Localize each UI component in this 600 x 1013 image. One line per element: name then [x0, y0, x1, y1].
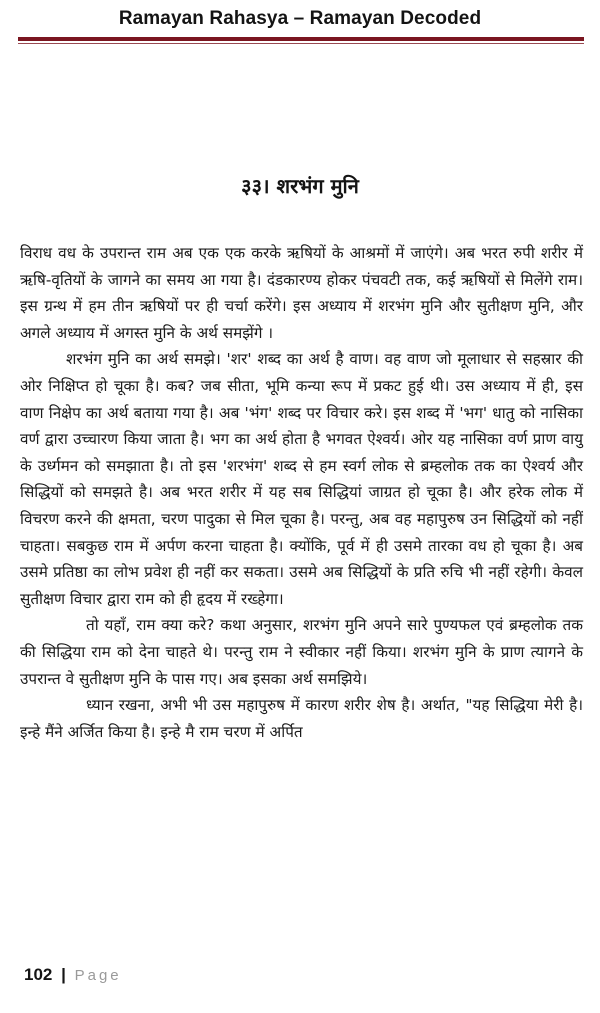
header-rule-thin: [18, 43, 584, 44]
footer-separator: |: [61, 965, 66, 984]
paragraph: विराध वध के उपरान्त राम अब एक एक करके ऋषियों के आश्रमों में जाएंगे। अब भरत रुपी शरीर में ऋषि-वृतियों के जागने का समय आ गया है। दंडकारण्य होकर पंचवटी तक, कई ऋषियों से मिलेंगे राम। इस ग्रन्थ में हम तीन ऋषियों पर ही चर्चा करेंगे। इस अध्याय में शरभंग मुनि और सुतीक्षण मुनि, और अगले अध्याय में अगस्त मुनि के अर्थ समझेंगे ।: [20, 244, 583, 342]
page-label: Page: [74, 967, 122, 984]
paragraph: तो यहाँ, राम क्या करे? कथा अनुसार, शरभंग मुनि अपने सारे पुण्यफल एवं ब्रम्हलोक तक की सिद्धिया राम को देना चाहते थे। परन्तु राम ने स्वीकार नहीं किया। शरभंग मुनि के प्राण त्यागने के उपरान्त वे सुतीक्षण मुनि के पास गए। अब इसका अर्थ समझिये।: [20, 616, 583, 688]
running-header: Ramayan Rahasya – Ramayan Decoded: [118, 8, 482, 29]
paragraph: ध्यान रखना, अभी भी उस महापुरुष में कारण शरीर शेष है। अर्थात, "यह सिद्धिया मेरी है। इन्हे मैंने अर्जित किया है। इन्हे मै राम चरण में अर्पित: [20, 696, 583, 741]
paragraph: शरभंग मुनि का अर्थ समझे। 'शर' शब्द का अर्थ है वाण। वह वाण जो मूलाधार से सहस्रार की ओर निक्षिप्त हो चूका है। कब? जब सीता, भूमि कन्या रूप में प्रकट हुई थी। उस अध्याय में ही, इस वाण निक्षेप का अर्थ बताया गया है। अब 'भंग' शब्द पर विचार करे। इस शब्द में 'भग' धातु को नासिका वर्ण द्वारा उच्चारण किया जाता है। भग का अर्थ होता है भगवत ऐश्वर्य। ओर यह नासिका वर्ण प्राण वायु के उर्ध्गमन को समझाता है। तो इस 'शरभंग' शब्द से हम स्वर्ग लोक से ब्रम्हलोक तक का ऐश्वर्य और सिद्धियों को समझते है। अब भरत शरीर में यह सब सिद्धियां जाग्रत हो चूका है। और हरेक लोक में विचरण करने की क्षमता, चरण पादुका से मिल चूका है। परन्तु, अब वह महापुरुष उन सिद्धियों को नहीं चाहता। सबकुछ राम में अर्पण करना चाहता है। क्योंकि, पूर्व में ही उसमे तारका वध हो चूका है। अब उसमे प्रतिष्ठा का लोभ प्रवेश ही नहीं कर सकता। उसमे अब सिद्धियों के प्रति रुचि भी नहीं रहेगी। केवल सुतीक्षण विचार द्वारा राम को ही हृदय में रख्हेगा।: [20, 350, 583, 608]
header-rule-thick: [18, 37, 584, 41]
page-footer: [24, 965, 122, 985]
page-number: 102: [24, 965, 53, 984]
body-text: [20, 240, 583, 745]
chapter-title: ३३। शरभंग मुनि: [241, 174, 359, 198]
